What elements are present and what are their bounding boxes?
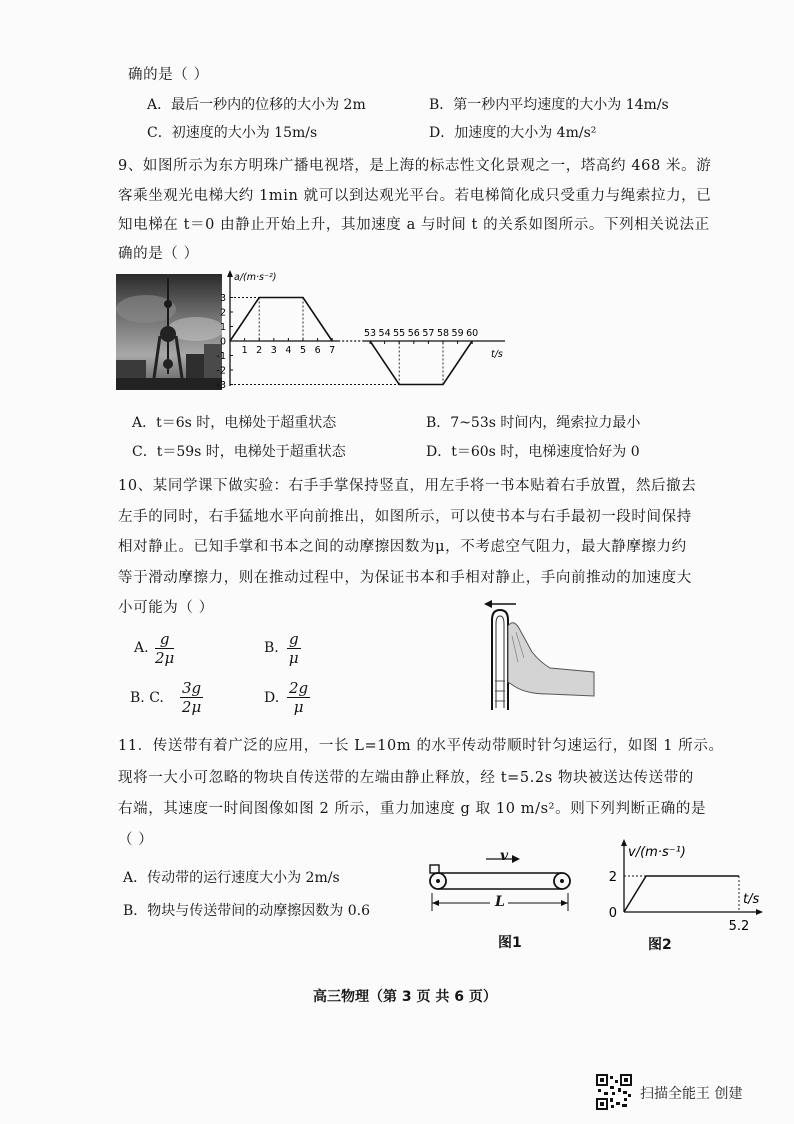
q10-option-a-label: A.: [134, 640, 149, 656]
q10-stem-line5: 小可能为（ ）: [118, 600, 214, 616]
q10-d-denominator: μ: [293, 698, 304, 716]
q10-a-denominator: 2μ: [155, 649, 175, 667]
q10-c-numerator: 3g: [182, 679, 202, 697]
q10-option-d-fraction: [287, 679, 310, 716]
t-tick-label: 2: [256, 345, 263, 356]
q11-stem-line2: 现将一大小可忽略的物块自传送带的左端由静止释放，经 t=5.2s 物块被送达传送带的: [118, 770, 694, 786]
q10-option-d-label: D.: [264, 690, 280, 706]
t-tick-label: 6: [314, 345, 321, 356]
velocity-time-graph: [600, 836, 770, 936]
v-t-curve: [624, 876, 739, 912]
a-tick-label: -2: [216, 365, 226, 377]
a-tick-label: 1: [219, 322, 226, 333]
a-tick-label: -3: [216, 380, 226, 391]
q8-option-b: B．第一秒内平均速度的大小为 14m/s: [429, 97, 669, 113]
q11-stem-line4: （ ）: [118, 832, 154, 848]
t-tick-label: 5.2: [728, 919, 750, 934]
t-tick-label: 3: [270, 345, 277, 356]
q11-stem-line1: 11．传送带有着广泛的应用，一长 L=10m 的水平传动带顺时针匀速运行，如图 1 所示。: [118, 738, 724, 754]
q11-option-a: A．传动带的运行速度大小为 2m/s: [123, 870, 340, 886]
v-axis-label: v/(m·s⁻¹): [628, 845, 686, 860]
figure-2-caption: 图2: [648, 937, 672, 953]
qr-code-icon: [596, 1074, 632, 1110]
q10-stem-line4: 等于滑动摩擦力，则在推动过程中，为保证书本和手相对静止，手向前推动的加速度大: [118, 570, 692, 586]
q10-stem-line2: 左手的同时，右手猛地水平向前推出，如图所示，可以使书本与右手最初一段时间保持: [118, 509, 692, 525]
t-axis-label: t/s: [491, 349, 503, 360]
a-tick-label: 0: [219, 336, 226, 348]
book-hand-figure: [478, 596, 598, 714]
scanner-watermark: 扫描全能王 创建: [640, 1086, 743, 1102]
conveyor-velocity-label: v: [500, 848, 509, 864]
t-tick-label: 60: [466, 328, 479, 339]
q9-option-c: C．t＝59s 时，电梯处于超重状态: [132, 444, 346, 460]
q10-d-numerator: 2g: [289, 679, 309, 697]
t-tick-label: 57: [422, 328, 435, 339]
a-axis-label: a/(m·s⁻²): [234, 272, 277, 283]
t-tick-label: 59: [451, 328, 464, 339]
origin-label: 0: [608, 906, 617, 921]
a-axis-arrow: [227, 270, 233, 277]
conveyor-length-label: L: [495, 894, 505, 910]
t-tick-label: 56: [407, 328, 420, 339]
t-tick-label: 53: [363, 328, 377, 339]
t-axis-label: t/s: [743, 892, 760, 907]
page-footer: 高三物理（第 3 页 共 6 页）: [313, 989, 497, 1005]
a-tick-label: -1: [216, 351, 226, 362]
q10-option-b-fraction: [287, 630, 301, 667]
q11-option-b: B．物块与传送带间的动摩擦因数为 0.6: [123, 903, 371, 919]
t-tick-label: 58: [436, 328, 450, 339]
a-tick-label: 3: [219, 293, 226, 304]
t-tick-label: 1: [241, 345, 248, 356]
q8-option-d: D．加速度的大小为 4m/s²: [429, 125, 597, 141]
q9-stem-line4: 确的是（ ）: [118, 246, 199, 262]
q10-option-c-label: B. C.: [130, 690, 164, 706]
v-axis-arrow: [621, 839, 627, 846]
q10-b-denominator: μ: [288, 649, 299, 667]
t-tick-label: 7: [329, 345, 336, 356]
a-t-curve-falling: [370, 341, 472, 385]
a-t-curve-rising: [230, 298, 332, 342]
a-tick-label: 2: [219, 307, 226, 319]
v-tick-label: 2: [608, 870, 617, 885]
q9-option-b: B．7~53s 时间内，绳索拉力最小: [426, 415, 641, 431]
q9-stem-line3: 知电梯在 t＝0 由静止开始上升，其加速度 a 与时间 t 的关系如图所示。下列相关说法正: [118, 217, 710, 233]
acceleration-time-graph: [215, 268, 515, 393]
q10-option-a-fraction: [155, 630, 174, 667]
q8-option-a: A．最后一秒内的位移的大小为 2m: [147, 97, 366, 113]
q10-c-denominator: 2μ: [181, 698, 202, 716]
q10-stem-line1: 10、某同学课下做实验：右手手掌保持竖直，用左手将一书本贴着右手放置，然后撤去: [118, 478, 697, 494]
q10-option-b-label: B.: [264, 640, 279, 656]
q9-stem-line2: 客乘坐观光电梯大约 1min 就可以到达观光平台。若电梯简化成只受重力与绳索拉力，已: [118, 188, 712, 204]
q8-stem-tail: 确的是（ ）: [128, 67, 209, 83]
q8-option-c: C．初速度的大小为 15m/s: [147, 125, 318, 141]
q9-stem-line1: 9、如图所示为东方明珠广播电视塔，是上海的标志性文化景观之一，塔高约 468 米。游: [118, 158, 712, 174]
t-tick-label: 4: [285, 345, 292, 356]
q10-b-numerator: g: [289, 630, 299, 648]
figure-1-caption: 图1: [498, 935, 522, 951]
q9-option-a: A．t＝6s 时，电梯处于超重状态: [132, 415, 337, 431]
q10-stem-line3: 相对静止。已知手掌和书本之间的动摩擦因数为μ，不考虑空气阻力，最大静摩擦力约: [118, 539, 687, 555]
q10-option-c-fraction: [180, 679, 203, 716]
t-tick-label: 5: [299, 345, 307, 356]
q10-a-numerator: g: [155, 630, 174, 649]
t-axis-arrow: [756, 909, 763, 915]
q9-option-d: D．t＝60s 时，电梯速度恰好为 0: [426, 444, 640, 460]
t-tick-label: 55: [393, 328, 406, 339]
q11-stem-line3: 右端，其速度一时间图像如图 2 所示，重力加速度 g 取 10 m/s²。则下列判断正确的是: [118, 801, 707, 817]
t-tick-label: 54: [378, 328, 391, 339]
oriental-pearl-tower-photo: [116, 274, 222, 390]
